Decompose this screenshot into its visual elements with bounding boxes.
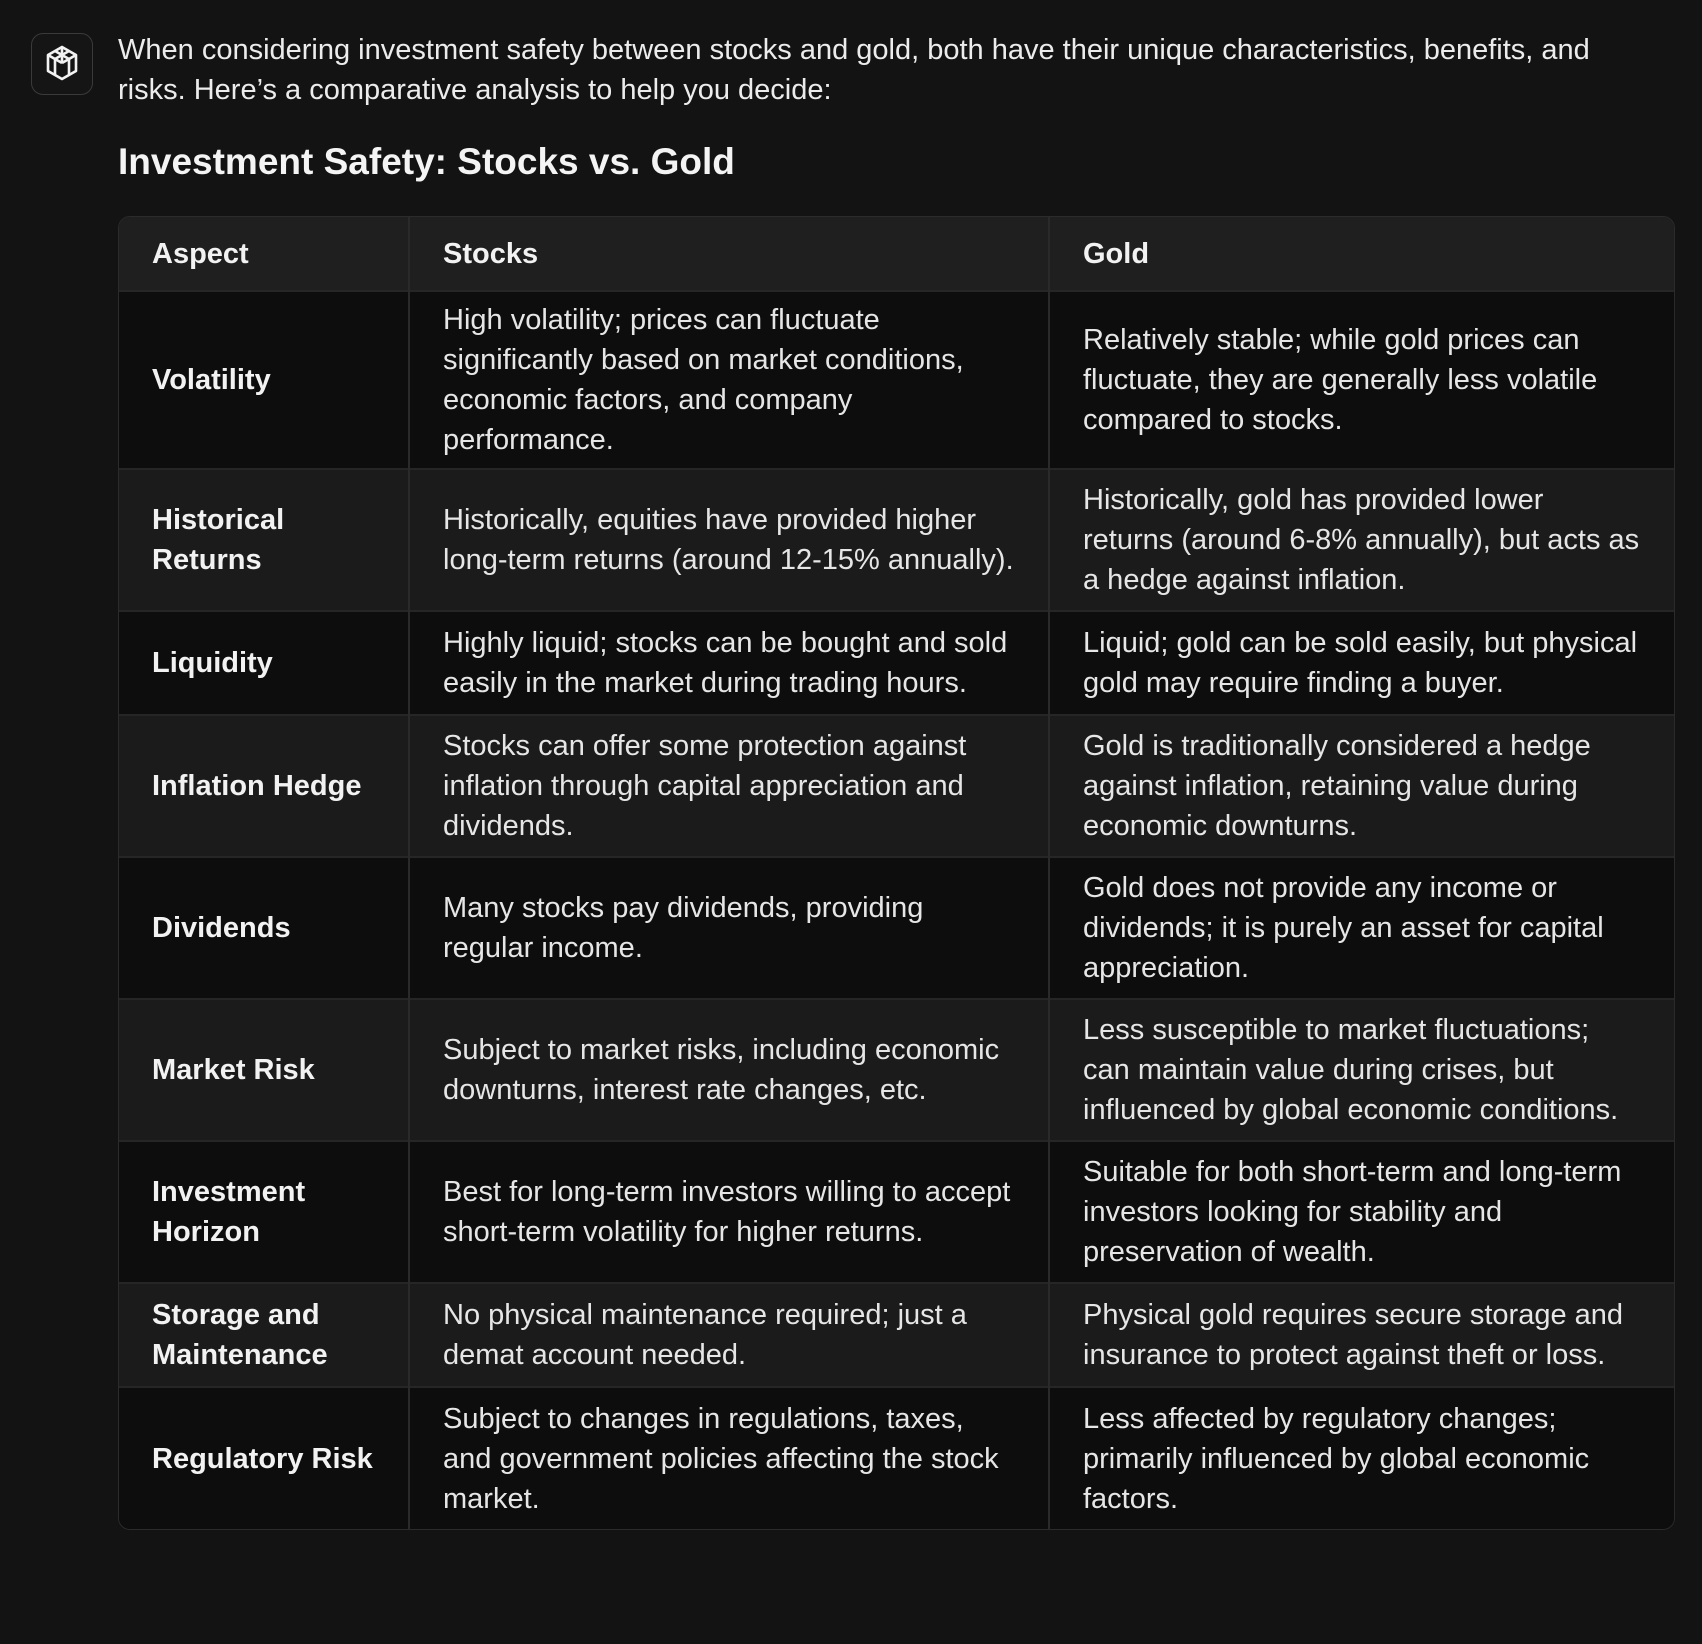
cell-gold: Less affected by regulatory changes; primarily influenced by global economic factors. <box>1049 1387 1674 1529</box>
intro-paragraph: When considering investment safety between stocks and gold, both have their unique characteristics, benefits, and risks. Here’s a comparative analysis to help you decide: <box>118 34 1590 106</box>
cell-aspect: Volatility <box>152 364 271 396</box>
table-row <box>119 469 1674 611</box>
cell-stocks: Subject to changes in regulations, taxes, and government policies affecting the stock market. <box>409 1387 1049 1529</box>
cell-aspect: Liquidity <box>152 647 273 679</box>
table-row <box>119 1387 1674 1529</box>
header-gold: Gold <box>1049 217 1674 291</box>
cell-aspect: Historical Returns <box>152 504 285 576</box>
header-stocks: Stocks <box>409 217 1049 291</box>
comparison-table <box>119 217 1674 1529</box>
table-header-row <box>119 217 1674 291</box>
table-row <box>119 999 1674 1141</box>
cell-aspect: Regulatory Risk <box>152 1442 373 1475</box>
cell-gold: Relatively stable; while gold prices can fluctuate, they are generally less volatile compared to stocks. <box>1049 291 1674 469</box>
cell-aspect: Market Risk <box>152 1054 315 1086</box>
cell-aspect: Storage and Maintenance <box>152 1299 328 1371</box>
openai-logo-icon <box>40 42 84 86</box>
assistant-avatar <box>31 33 93 95</box>
table-row <box>119 1283 1674 1387</box>
cell-gold: Less susceptible to market fluctuations; can maintain value during crises, but influenced by global economic conditions. <box>1049 999 1674 1141</box>
cell-stocks: Subject to market risks, including economic downturns, interest rate changes, etc. <box>409 999 1049 1141</box>
cell-gold: Physical gold requires secure storage and insurance to protect against theft or loss. <box>1049 1283 1674 1387</box>
table-row <box>119 291 1674 469</box>
table-row <box>119 715 1674 857</box>
comparison-table-container <box>118 216 1675 1530</box>
cell-stocks: High volatility; prices can fluctuate significantly based on market conditions, economic factors, and company performance. <box>409 291 1049 469</box>
cell-stocks: Stocks can offer some protection against inflation through capital appreciation and dividends. <box>409 715 1049 857</box>
table-row <box>119 1141 1674 1283</box>
message-content <box>118 30 1674 1530</box>
table-row <box>119 611 1674 715</box>
section-heading: Investment Safety: Stocks vs. Gold <box>118 141 735 182</box>
cell-stocks: Best for long-term investors willing to accept short-term volatility for higher returns. <box>409 1141 1049 1283</box>
table-row <box>119 857 1674 999</box>
cell-gold: Suitable for both short-term and long-term investors looking for stability and preservation of wealth. <box>1049 1141 1674 1283</box>
cell-gold: Gold is traditionally considered a hedge against inflation, retaining value during economic downturns. <box>1049 715 1674 857</box>
cell-stocks: No physical maintenance required; just a demat account needed. <box>409 1283 1049 1387</box>
header-aspect: Aspect <box>152 237 249 270</box>
cell-gold: Liquid; gold can be sold easily, but physical gold may require finding a buyer. <box>1049 611 1674 715</box>
cell-stocks: Historically, equities have provided higher long-term returns (around 12-15% annually). <box>409 469 1049 611</box>
cell-aspect: Inflation Hedge <box>152 770 362 802</box>
cell-aspect: Investment Horizon <box>152 1176 306 1248</box>
cell-gold: Historically, gold has provided lower returns (around 6-8% annually), but acts as a hedge against inflation. <box>1049 469 1674 611</box>
cell-aspect: Dividends <box>152 912 291 944</box>
cell-gold: Gold does not provide any income or dividends; it is purely an asset for capital appreciation. <box>1049 857 1674 999</box>
cell-stocks: Highly liquid; stocks can be bought and sold easily in the market during trading hours. <box>409 611 1049 715</box>
cell-stocks: Many stocks pay dividends, providing regular income. <box>409 857 1049 999</box>
